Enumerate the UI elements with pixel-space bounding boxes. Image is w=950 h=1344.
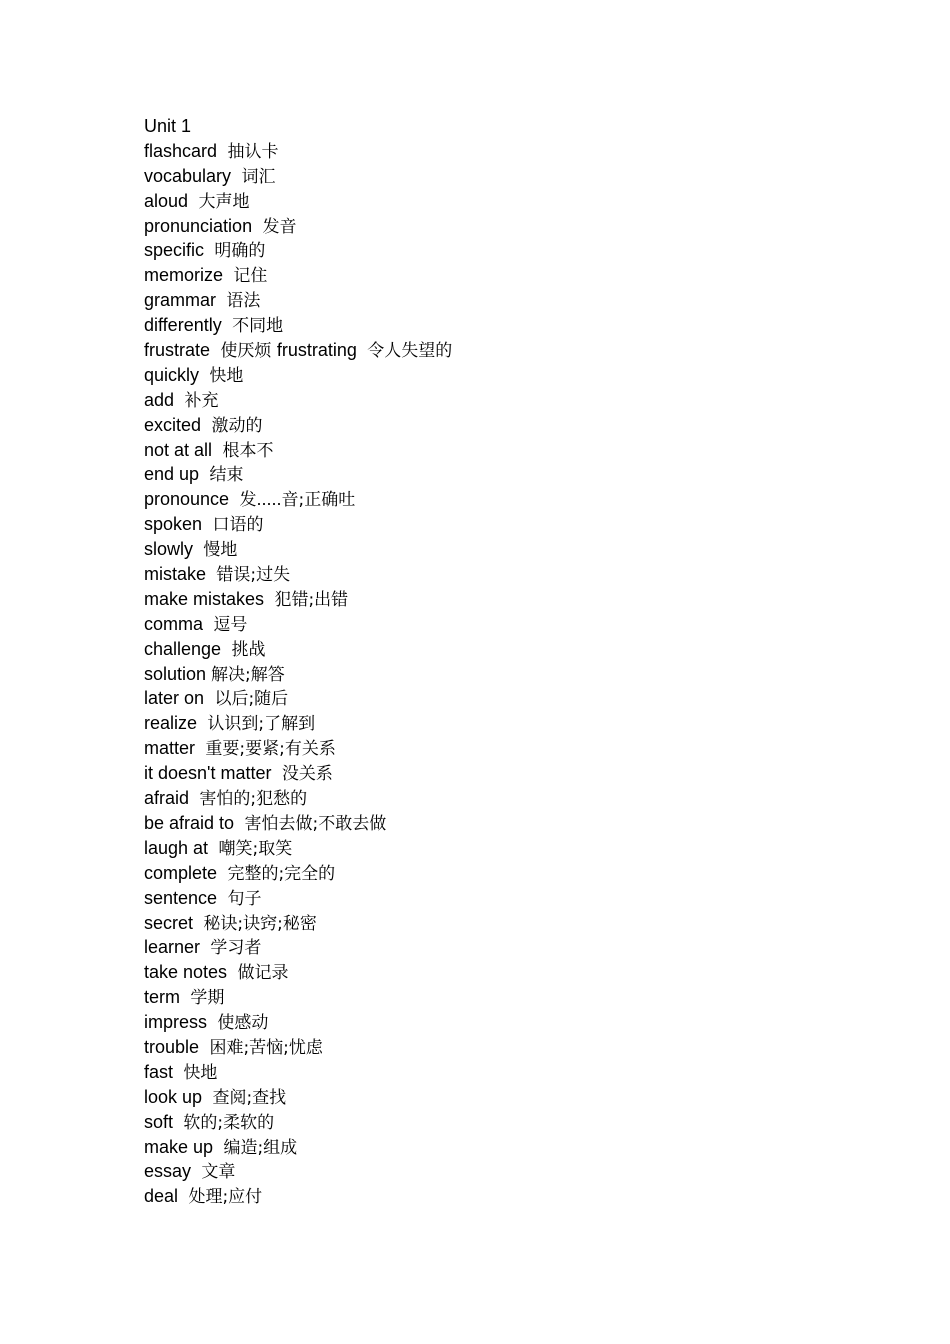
vocab-entry (144, 487, 904, 512)
entry-meaning: 学习者 (205, 938, 262, 959)
vocab-entry (144, 861, 904, 886)
entry-term: impress (144, 1012, 213, 1033)
entry-meaning: 学期 (185, 988, 225, 1009)
entry-term: matter (144, 738, 201, 759)
entry-meaning: 不同地 (226, 316, 284, 337)
entry-term: make up (144, 1136, 219, 1157)
entry-meaning: 语法 (221, 291, 261, 312)
entry-term: term (144, 987, 186, 1008)
entry-meaning: 秘诀;诀窍;秘密 (198, 913, 317, 934)
entry-meaning: 发 (234, 490, 257, 511)
entry-meaning: 编造;组成 (218, 1137, 298, 1158)
entry-meaning: 使厌烦 (215, 341, 277, 362)
entry-meaning: 处理;应付 (183, 1187, 263, 1208)
vocabulary-list (144, 114, 904, 1209)
vocab-entry (144, 238, 904, 263)
entry-term: specific (144, 240, 210, 261)
entry-meaning: 重要;要紧;有关系 (200, 739, 336, 760)
vocab-entry (144, 662, 904, 687)
entry-meaning: 文章 (196, 1162, 236, 1183)
entry-meaning: 逗号 (208, 614, 248, 635)
entry-term: make mistakes (144, 588, 270, 609)
entry-meaning: 句子 (222, 888, 262, 909)
entry-meaning: 令人失望的 (361, 341, 453, 362)
vocab-entry (144, 462, 904, 487)
entry-meaning: 音;正确吐 (281, 490, 356, 511)
vocab-entry (144, 811, 904, 836)
entry-term: add (144, 389, 180, 410)
entry-meaning: 口语的 (207, 515, 264, 536)
entry-term: look up (144, 1086, 208, 1107)
entry-meaning: 以后;随后 (209, 689, 289, 710)
entry-term: spoken (144, 514, 208, 535)
entry-meaning: 认识到;了解到 (202, 714, 316, 735)
entry-term: be afraid to (144, 812, 240, 833)
entry-term: trouble (144, 1036, 205, 1057)
vocab-entry (144, 438, 904, 463)
vocab-entry (144, 413, 904, 438)
vocab-entry (144, 164, 904, 189)
vocab-entry (144, 637, 904, 662)
vocab-entry (144, 1110, 904, 1135)
vocab-entry (144, 711, 904, 736)
vocab-entry (144, 388, 904, 413)
vocab-entry (144, 288, 904, 313)
entry-term: grammar (144, 290, 222, 311)
entry-term: aloud (144, 190, 194, 211)
vocab-entry (144, 512, 904, 537)
vocab-entry (144, 139, 904, 164)
vocab-entry (144, 786, 904, 811)
entry-term: vocabulary (144, 165, 237, 186)
entry-term: essay (144, 1161, 197, 1182)
entry-meaning: 明确的 (209, 241, 266, 262)
entry-term: learner (144, 937, 206, 958)
entry-term: frustrating (276, 340, 362, 361)
entry-meaning: 解决;解答 (211, 664, 285, 685)
entry-meaning: 软的;柔软的 (178, 1112, 275, 1133)
vocab-entry (144, 338, 904, 363)
entry-meaning: 挑战 (226, 639, 266, 660)
entry-term: not at all (144, 439, 218, 460)
entry-term: later on (144, 688, 210, 709)
entry-meaning: 词汇 (236, 166, 276, 187)
entry-term: pronounce (144, 489, 235, 510)
entry-meaning: 害怕去做;不敢去做 (239, 813, 387, 834)
entry-term: pronunciation (144, 215, 258, 236)
entry-term: challenge (144, 638, 227, 659)
entry-meaning: 发音 (257, 216, 297, 237)
entry-term: end up (144, 464, 205, 485)
entry-term: soft (144, 1111, 179, 1132)
vocab-entry (144, 1135, 904, 1160)
entry-term: deal (144, 1186, 184, 1207)
entry-meaning: 困难;苦恼;忧虑 (204, 1037, 323, 1058)
vocab-entry (144, 1159, 904, 1184)
vocab-entry (144, 562, 904, 587)
entry-meaning: 大声地 (193, 191, 250, 212)
vocab-entry (144, 886, 904, 911)
vocab-entry (144, 263, 904, 288)
entry-meaning: 查阅;查找 (207, 1087, 287, 1108)
entry-meaning: 抽认卡 (222, 141, 279, 162)
entry-meaning: 完整的;完全的 (222, 863, 336, 884)
entry-term: ..... (256, 489, 282, 510)
entry-term: complete (144, 862, 223, 883)
entry-meaning: 快地 (204, 365, 244, 386)
vocab-entry (144, 537, 904, 562)
entry-meaning: 结束 (204, 465, 244, 486)
vocab-entry (144, 313, 904, 338)
entry-meaning: 犯错;出错 (269, 589, 349, 610)
vocab-entry (144, 612, 904, 637)
vocab-entry (144, 587, 904, 612)
entry-meaning: 做记录 (232, 963, 289, 984)
entry-term: differently (144, 315, 227, 336)
entry-term: sentence (144, 887, 223, 908)
vocab-entry (144, 911, 904, 936)
vocab-entry (144, 935, 904, 960)
entry-term: take notes (144, 962, 233, 983)
entry-meaning: 激动的 (206, 415, 263, 436)
vocab-entry (144, 214, 904, 239)
vocab-entry (144, 985, 904, 1010)
entry-term: frustrate (144, 340, 216, 361)
vocab-entry (144, 1010, 904, 1035)
entry-term: quickly (144, 364, 205, 385)
vocab-entry (144, 363, 904, 388)
vocab-entry (144, 1035, 904, 1060)
entry-meaning: 没关系 (276, 764, 333, 785)
vocab-entry (144, 1085, 904, 1110)
entry-meaning: 害怕的;犯愁的 (194, 789, 308, 810)
vocab-entry (144, 686, 904, 711)
entry-term: slowly (144, 539, 199, 560)
entry-term: fast (144, 1061, 179, 1082)
entry-meaning: 根本不 (217, 440, 274, 461)
entry-term: comma (144, 613, 209, 634)
entry-meaning: 错误;过失 (211, 565, 291, 586)
vocab-entry (144, 736, 904, 761)
vocab-entry (144, 761, 904, 786)
unit-heading: Unit 1 (144, 116, 192, 136)
vocab-entry (144, 189, 904, 214)
entry-term: it doesn't matter (144, 763, 277, 784)
entry-term: secret (144, 912, 199, 933)
vocab-entry (144, 1184, 904, 1209)
vocab-entry (144, 1060, 904, 1085)
entry-meaning: 补充 (179, 390, 219, 411)
entry-term: mistake (144, 564, 212, 585)
entry-term: excited (144, 414, 207, 435)
entry-term: laugh at (144, 837, 214, 858)
vocab-entry (144, 836, 904, 861)
entry-meaning: 嘲笑;取笑 (213, 838, 293, 859)
vocab-entry (144, 960, 904, 985)
entry-term: flashcard (144, 140, 223, 161)
entry-term: solution (144, 663, 212, 684)
entry-meaning: 快地 (178, 1062, 218, 1083)
entry-meaning: 记住 (228, 266, 268, 287)
entry-meaning: 慢地 (198, 540, 238, 561)
entry-term: realize (144, 713, 203, 734)
entry-term: memorize (144, 265, 229, 286)
entries-container (144, 139, 904, 1209)
entry-meaning: 使感动 (212, 1013, 269, 1034)
entry-term: afraid (144, 788, 195, 809)
